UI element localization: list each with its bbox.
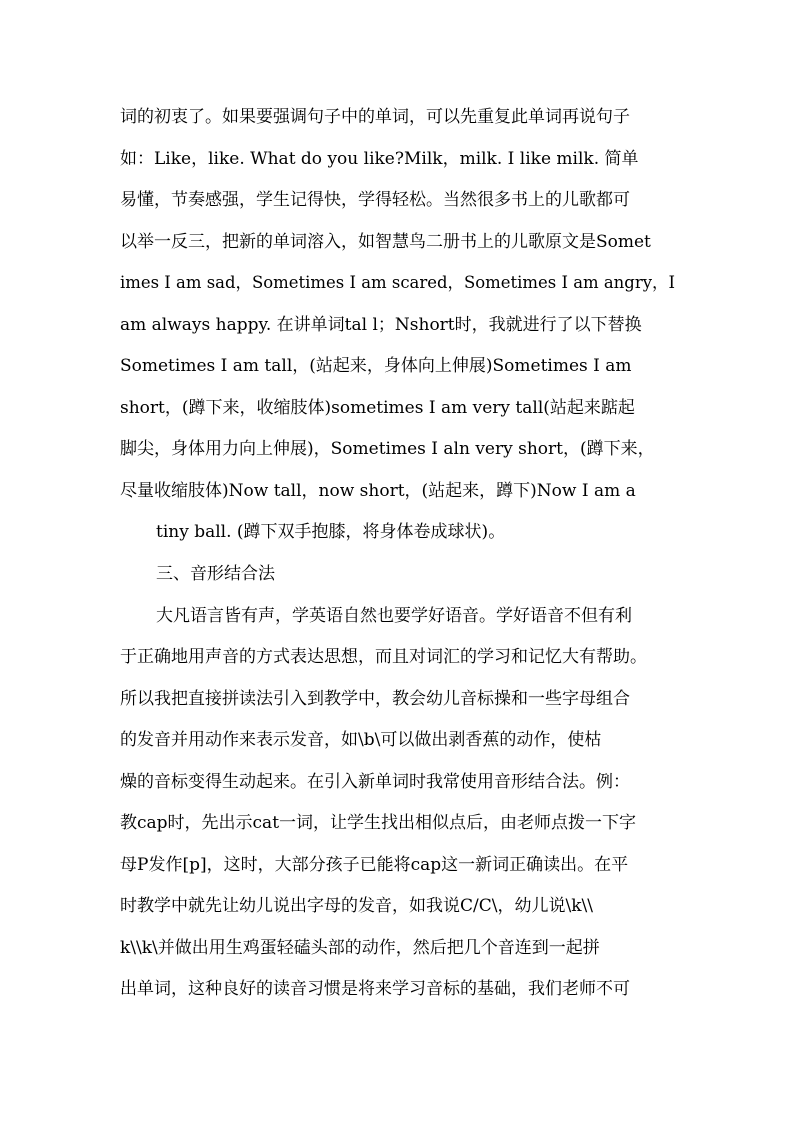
text-line: 出单词，这种良好的读音习惯是将来学习音标的基础，我们老师不可 — [120, 979, 630, 999]
text-line: short，(蹲下来，收缩肢体)sometimes I am very tall(站起来踮起 — [120, 398, 635, 418]
text-line: 尽量收缩肢体)Now tall，now short，(站起来，蹲下)Now I am a — [120, 481, 636, 501]
section-heading: 三、音形结合法 — [156, 564, 275, 584]
text-line: 如：Like，like. What do you like?Milk，milk. I like milk. 简单 — [120, 149, 639, 169]
text-line: 的发音并用动作来表示发音，如\b\可以做出剥香蕉的动作，使枯 — [120, 730, 602, 750]
text-line: 母P发作[p]，这时，大部分孩子已能将cap这一新词正确读出。在平 — [120, 855, 629, 875]
text-line: k\\k\并做出用生鸡蛋轻磕头部的动作，然后把几个音连到一起拼 — [120, 938, 600, 958]
text-line: 易懂，节奏感强，学生记得快，学得轻松。当然很多书上的儿歌都可 — [120, 190, 630, 210]
text-line: 燥的音标变得生动起来。在引入新单词时我常使用音形结合法。例： — [120, 772, 630, 792]
text-line: 于正确地用声音的方式表达思想，而且对词汇的学习和记忆大有帮助。 — [120, 647, 647, 667]
text-line: am always happy. 在讲单词tal l；Nshort时，我就进行了以下替换 — [120, 315, 642, 335]
paragraph-first-line: 大凡语言皆有声，学英语自然也要学好语音。学好语音不但有利 — [156, 606, 632, 626]
text-line: 教cap时，先出示cat一词，让学生找出相似点后，由老师点拨一下字 — [120, 813, 637, 833]
text-line: imes I am sad，Sometimes I am scared，Sometimes I am angry，I — [120, 273, 675, 293]
text-line: Sometimes I am tall，(站起来，身体向上伸展)Sometimes I am — [120, 356, 632, 376]
text-line: 以举一反三，把新的单词溶入，如智慧鸟二册书上的儿歌原文是Somet — [120, 232, 651, 252]
text-line: tiny ball. (蹲下双手抱膝，将身体卷成球状)。 — [156, 522, 506, 542]
text-line: 所以我把直接拼读法引入到教学中，教会幼儿音标操和一些字母组合 — [120, 689, 630, 709]
text-line: 词的初衷了。如果要强调句子中的单词，可以先重复此单词再说句子 — [120, 107, 630, 127]
text-line: 时教学中就先让幼儿说出字母的发音，如我说C/C\，幼儿说\k\\ — [120, 896, 593, 916]
text-line: 脚尖，身体用力向上伸展)，Sometimes I aln very short，(蹲下来， — [120, 439, 655, 459]
